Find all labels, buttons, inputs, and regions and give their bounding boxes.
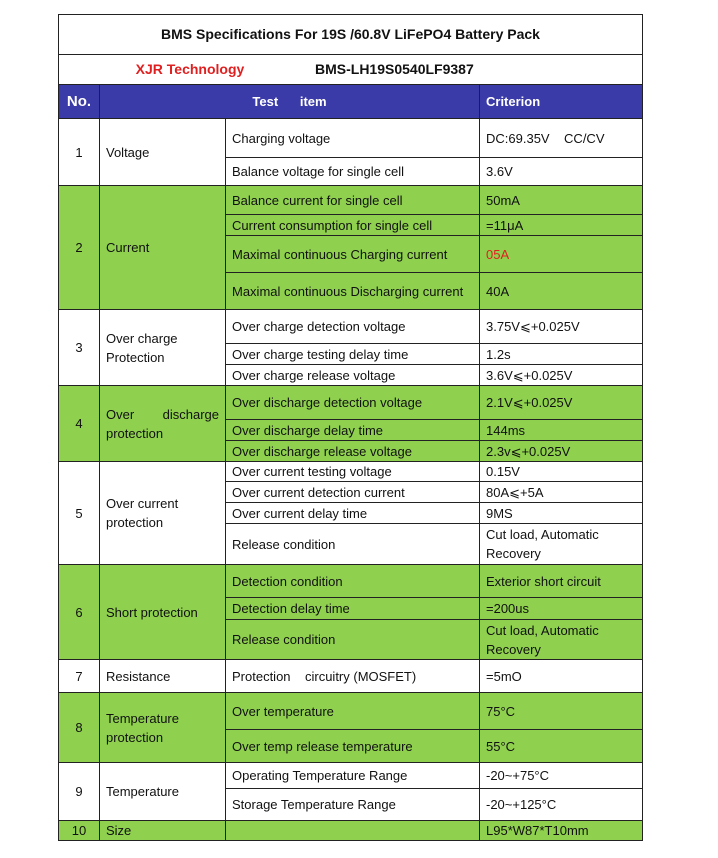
criterion-value: Exterior short circuit — [480, 565, 643, 598]
test-name: Over charge release voltage — [226, 365, 480, 386]
item-name-line2: protection — [106, 515, 164, 530]
test-name: Balance current for single cell — [226, 186, 480, 215]
criterion-value: 80A⩽+5A — [480, 482, 643, 503]
table-row — [59, 310, 643, 344]
test-name: Over charge detection voltage — [226, 310, 480, 344]
company-row — [59, 55, 643, 85]
test-name: Protection circuitry (MOSFET) — [226, 660, 480, 693]
row-number: 10 — [59, 821, 100, 841]
criterion-value: 75°C — [480, 693, 643, 730]
table-row — [59, 693, 643, 730]
table-row — [59, 660, 643, 693]
test-name: Over charge testing delay time — [226, 344, 480, 365]
criterion-value: 0.15V — [480, 462, 643, 482]
table-row — [59, 763, 643, 789]
criterion-value: 05A — [480, 236, 643, 273]
table-row — [59, 186, 643, 215]
criterion-value: =200us — [480, 598, 643, 620]
row-number: 5 — [59, 462, 100, 565]
criterion-value: Cut load, Automatic — [486, 622, 599, 638]
test-name — [226, 821, 480, 841]
table-row — [59, 386, 643, 420]
item-name-line2: protection — [106, 425, 164, 441]
model-number: BMS-LH19S0540LF9387 — [315, 61, 474, 77]
item-name: Temperature — [100, 763, 226, 821]
test-name: Maximal continuous Charging current — [226, 236, 480, 273]
criterion-value: 3.6V — [480, 158, 643, 186]
criterion-value-line2: Recovery — [486, 546, 541, 561]
criterion-value: 144ms — [480, 420, 643, 441]
test-name: Detection delay time — [226, 598, 480, 620]
test-name: Over discharge release voltage — [226, 441, 480, 462]
document-title: BMS Specifications For 19S /60.8V LiFePO4 Battery Pack — [59, 15, 643, 55]
header-no: No. — [59, 85, 100, 119]
item-name: Short protection — [100, 565, 226, 660]
criterion-value: 3.6V⩽+0.025V — [480, 365, 643, 386]
table-header — [59, 85, 643, 119]
criterion-value: =11μA — [480, 215, 643, 236]
test-name: Charging voltage — [226, 119, 480, 158]
criterion-value: =5mO — [480, 660, 643, 693]
item-name: Voltage — [100, 119, 226, 186]
test-name: Over current testing voltage — [226, 462, 480, 482]
criterion-value: Cut load, Automatic — [486, 527, 599, 542]
criterion-value: L95*W87*T10mm — [480, 821, 643, 841]
item-name: Resistance — [100, 660, 226, 693]
criterion-value: 1.2s — [480, 344, 643, 365]
table-row — [59, 565, 643, 598]
test-name: Detection condition — [226, 565, 480, 598]
criterion-value: 40A — [480, 273, 643, 310]
item-name-line2: Protection — [106, 349, 165, 365]
criterion-value: 50mA — [480, 186, 643, 215]
spec-sheet — [58, 14, 642, 841]
row-number: 4 — [59, 386, 100, 462]
test-name: Maximal continuous Discharging current — [226, 273, 480, 310]
row-number: 9 — [59, 763, 100, 821]
table-row — [59, 821, 643, 841]
criterion-value: -20~+125°C — [480, 789, 643, 821]
test-name: Operating Temperature Range — [226, 763, 480, 789]
company-name: XJR Technology — [135, 61, 245, 77]
row-number: 6 — [59, 565, 100, 660]
item-name: Over current — [106, 496, 179, 511]
row-number: 2 — [59, 186, 100, 310]
item-name-line2: protection — [106, 729, 164, 745]
row-number: 8 — [59, 693, 100, 763]
spec-table — [58, 14, 643, 841]
row-number: 3 — [59, 310, 100, 386]
row-number: 1 — [59, 119, 100, 186]
criterion-value: 55°C — [480, 730, 643, 763]
criterion-value: 9MS — [480, 503, 643, 524]
test-name: Over temperature — [226, 693, 480, 730]
test-name: Over discharge delay time — [226, 420, 480, 441]
table-row — [59, 462, 643, 482]
criterion-value: DC:69.35V CC/CV — [480, 119, 643, 158]
test-name: Over current detection current — [226, 482, 480, 503]
criterion-value: -20~+75°C — [480, 763, 643, 789]
test-name: Storage Temperature Range — [226, 789, 480, 821]
item-name: Over discharge — [106, 406, 219, 422]
test-name: Balance voltage for single cell — [226, 158, 480, 186]
test-name: Over temp release temperature — [226, 730, 480, 763]
item-name: Temperature — [106, 710, 179, 726]
row-number: 7 — [59, 660, 100, 693]
test-name: Release condition — [226, 524, 480, 565]
table-row — [59, 119, 643, 158]
test-name: Release condition — [226, 620, 480, 660]
title-row — [59, 15, 643, 55]
item-name: Over charge — [106, 330, 178, 346]
criterion-value: 2.3v⩽+0.025V — [480, 441, 643, 462]
criterion-value: 3.75V⩽+0.025V — [480, 310, 643, 344]
test-name: Over discharge detection voltage — [226, 386, 480, 420]
header-criterion: Criterion — [480, 85, 643, 119]
criterion-value: 2.1V⩽+0.025V — [480, 386, 643, 420]
item-name: Current — [100, 186, 226, 310]
header-test-item: Test item — [100, 85, 480, 119]
criterion-value-line2: Recovery — [486, 641, 541, 657]
test-name: Over current delay time — [226, 503, 480, 524]
item-name: Size — [100, 821, 226, 841]
test-name: Current consumption for single cell — [226, 215, 480, 236]
